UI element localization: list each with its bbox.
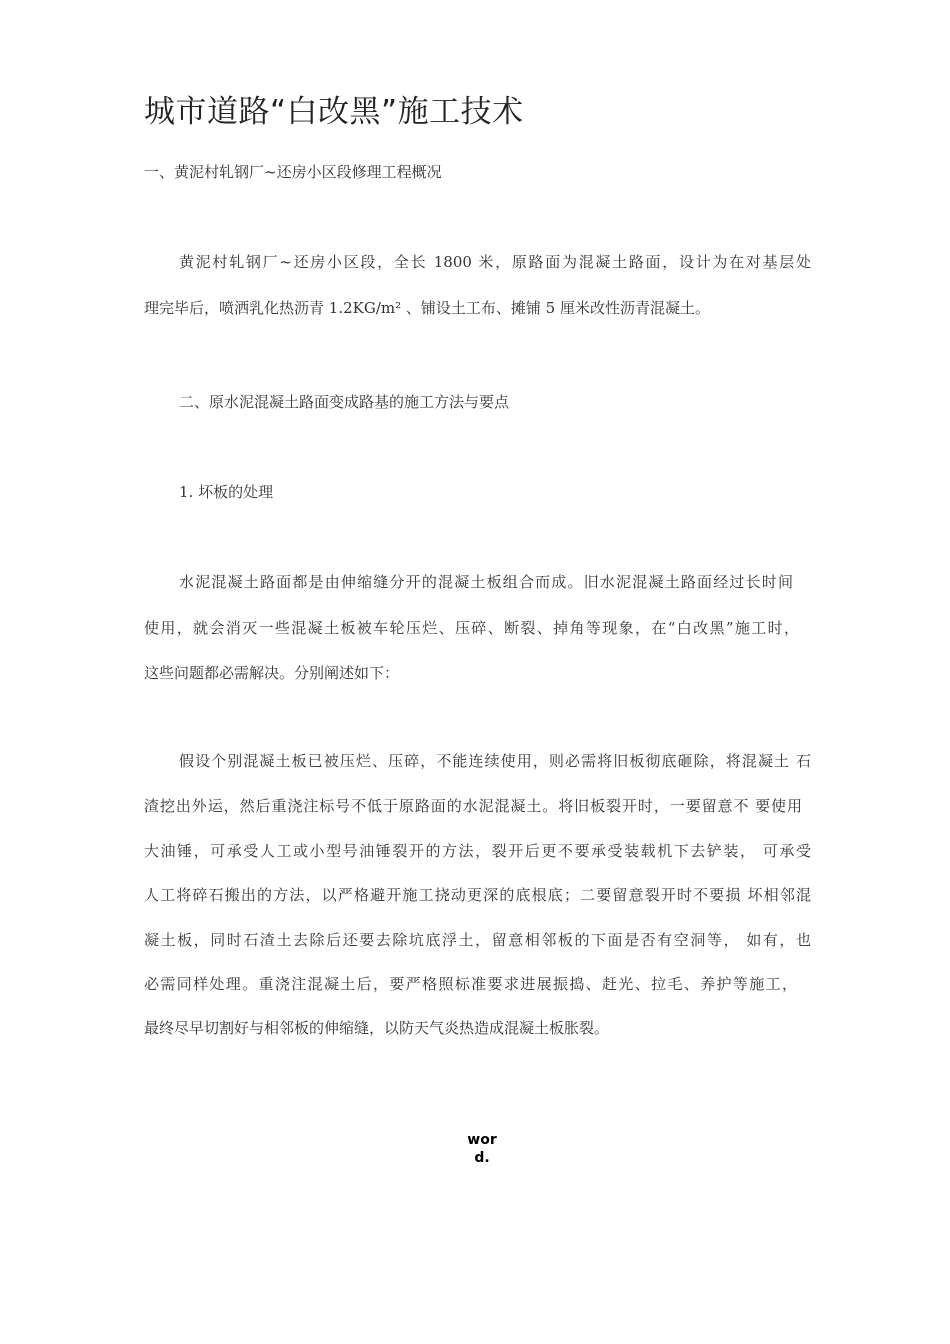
paragraph-2-line-3: 这些问题都必需解决。分别阐述如下： xyxy=(144,664,400,682)
section-1-heading: 一、黄泥村轧钢厂~还房小区段修理工程概况 xyxy=(144,163,442,181)
footer-line-1: wor xyxy=(467,1132,497,1148)
section-2-heading: 二、原水泥混凝土路面变成路基的施工方法与要点 xyxy=(179,393,510,411)
paragraph-3-line-1: 假设个别混凝土板已被压烂、压碎，不能连续使用，则必需将旧板彻底砸除，将混凝土 石 xyxy=(179,752,811,770)
paragraph-3-line-4: 人工将碎石搬出的方法，以严格避开施工挠动更深的底根底；二要留意裂开时不要损 坏相邻混 xyxy=(144,886,811,904)
paragraph-3-line-7: 最终尽早切割好与相邻板的伸缩缝，以防天气炎热造成混凝土板胀裂。 xyxy=(144,1019,610,1037)
paragraph-3-line-3: 大油锤，可承受人工或小型号油锤裂开的方法，裂开后更不要承受装载机下去铲装， 可承受 xyxy=(144,842,811,860)
footer-line-2: d. xyxy=(474,1150,490,1166)
paragraph-1-line-2: 理完毕后，喷洒乳化热沥青 1.2KG/m² 、铺设土工布、摊铺 5 厘米改性沥青混凝土。 xyxy=(144,299,710,317)
paragraph-1-line-1: 黄泥村轧钢厂~还房小区段，全长 1800 米，原路面为混凝土路面，设计为在对基层处 xyxy=(179,253,811,271)
paragraph-3-line-2: 渣挖出外运，然后重浇注标号不低于原路面的水泥混凝土。将旧板裂开时，一要留意不 要使用 xyxy=(144,797,802,815)
page-footer xyxy=(460,1131,504,1167)
paragraph-3-line-6: 必需同样处理。重浇注混凝土后，要严格照标准要求进展振捣、赶光、拉毛、养护等施工， xyxy=(144,975,797,993)
page-title: 城市道路“白改黑”施工技术 xyxy=(144,94,524,130)
paragraph-2-line-1: 水泥混凝土路面都是由伸缩缝分开的混凝土板组合而成。旧水泥混凝土路面经过长时间 xyxy=(179,573,793,591)
subsection-1-heading: 1. 坏板的处理 xyxy=(179,483,274,501)
paragraph-3-line-5: 凝土板，同时石渣土去除后还要去除坑底浮土，留意相邻板的下面是否有空洞等， 如有，也 xyxy=(144,931,811,949)
paragraph-2-line-2: 使用，就会消灭一些混凝土板被车轮压烂、压碎、断裂、掉角等现象，在“白改黑”施工时， xyxy=(144,619,799,637)
